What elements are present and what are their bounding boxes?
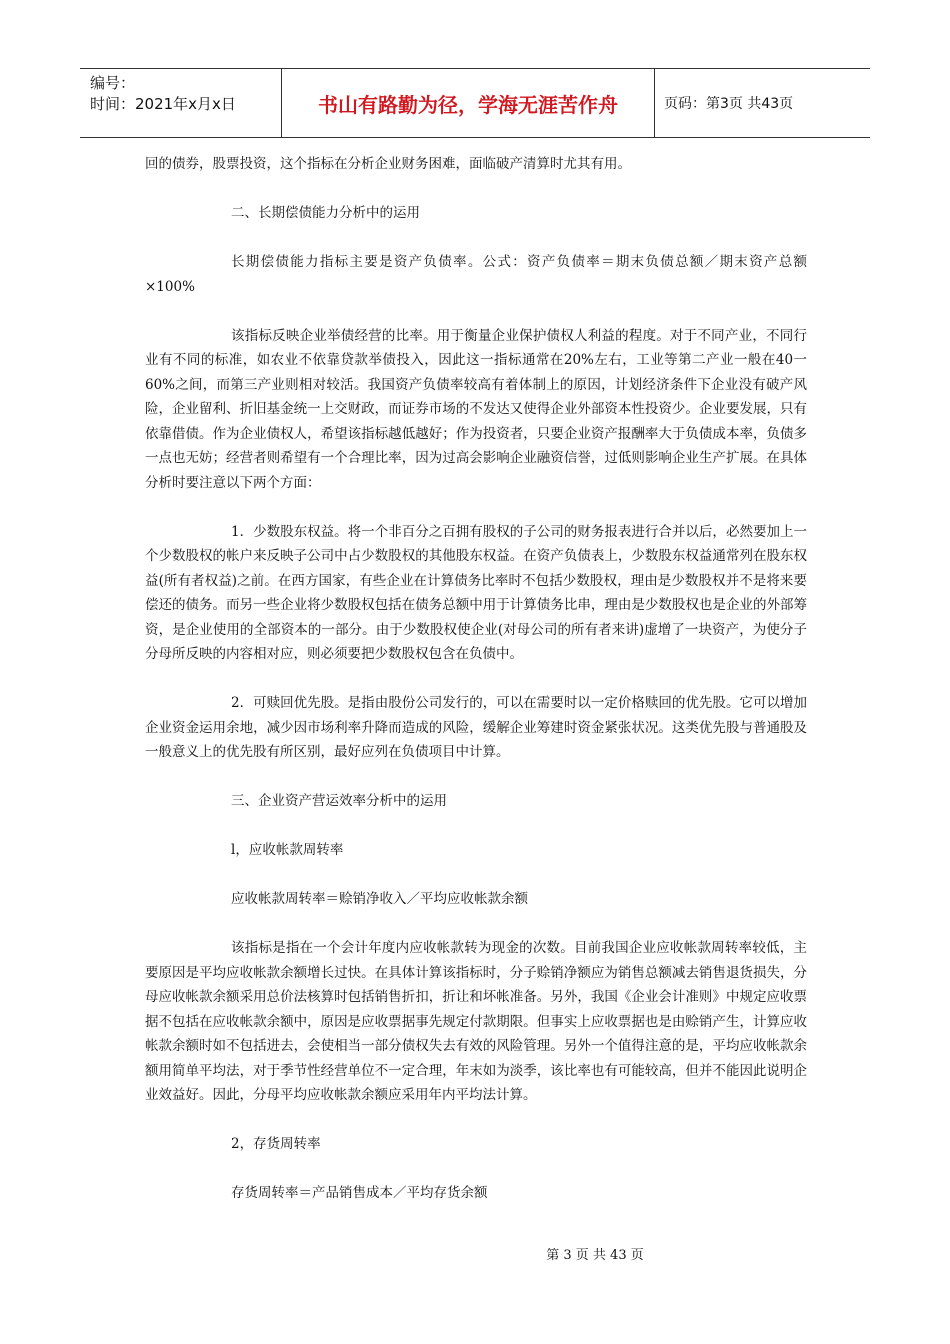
- page-footer: [0, 1244, 950, 1263]
- document-time-label: 时间：2021年x月x日: [90, 95, 236, 113]
- body-paragraph: 1．少数股东权益。将一个非百分之百拥有股权的子公司的财务报表进行合并以后，必然要加上一个少数股权的帐户来反映子公司中占少数股权的其他股东权益。在资产负债表上，少数股东权益通常列在股东权益(所有者权益)之前。在西方国家，有些企业在计算债务比率时不包括少数股权，理由是少数股权并不是将来要偿还的债务。而另一些企业将少数股权包括在债务总额中用于计算债务比串，理由是少数股权也是企业的外部筹资，是企业使用的全部资本的一部分。由于少数股权使企业(对母公司的所有者来讲)虚增了一块资产，为使分子分母所反映的内容相对应，则必须要把少数股权包含在负债中。: [145, 523, 807, 662]
- body-paragraph: 2．可赎回优先股。是指由股份公司发行的，可以在需要时以一定价格赎回的优先股。它可以增加企业资金运用余地，减少因市场利率升降而造成的风险，缓解企业筹建时资金紧张状况。这类优先股与普通股及一般意义上的优先股有所区别，最好应列在负债项目中计算。: [145, 695, 807, 760]
- body-paragraph: 二、长期偿债能力分析中的运用: [231, 205, 420, 221]
- document-body: [145, 152, 807, 1230]
- body-paragraph: 三、企业资产营运效率分析中的运用: [231, 793, 447, 809]
- body-paragraph: 应收帐款周转率＝赊销净收入／平均应收帐款余额: [231, 891, 528, 907]
- body-paragraph: 存货周转率＝产品销售成本／平均存货余额: [231, 1185, 488, 1201]
- body-paragraph: 该指标是指在一个会计年度内应收帐款转为现金的次数。目前我国企业应收帐款周转率较低，主要原因是平均应收帐款余额增长过快。在具体计算该指标时，分子赊销净额应为销售总额减去销售退货损失，分母应收帐款余额采用总价法核算时包括销售折扣，折让和坏帐准备。另外，我国《企业会计准则》中规定应收票据不包括在应收帐款余额中，原因是应收票据事先规定付款期限。但事实上应收票据也是由赊销产生，计算应收帐款余额时如不包括进去，会使相当一部分债权失去有效的风险管理。另外一个值得注意的是，平均应收帐款余额用简单平均法，对于季节性经营单位不一定合理，年末如为淡季，该比率也有可能较高，但并不能因此说明企业效益好。因此，分母平均应收帐款余额应采用年内平均法计算。: [145, 940, 807, 1103]
- body-paragraph: 长期偿债能力指标主要是资产负债率。公式：资产负债率＝期末负债总额／期末资产总额×100%: [145, 254, 807, 295]
- footer-page-number: 第 3 页 共 43 页: [546, 1248, 644, 1263]
- body-paragraph: l，应收帐款周转率: [231, 842, 344, 858]
- body-paragraph: 回的债券，股票投资，这个指标在分析企业财务困难，面临破产清算时尤其有用。: [145, 156, 631, 172]
- header-motto: 书山有路勤为径，学海无涯苦作舟: [282, 69, 655, 137]
- body-paragraph: 2，存货周转率: [231, 1136, 321, 1152]
- header-page-number: 页码：第3页 共43页: [664, 96, 794, 112]
- document-code-label: 编号：: [90, 74, 136, 92]
- body-paragraph: 该指标反映企业举债经营的比率。用于衡量企业保护债权人利益的程度。对于不同产业，不同行业有不同的标准，如农业不依靠贷款举债投入，因此这一指标通常在20%左右，工业等第二产业一般在40一60%之间，而第三产业则相对较活。我国资产负债率较高有着体制上的原因，计划经济条件下企业没有破产风险，企业留利、折旧基金统一上交财政，而证券市场的不发达又使得企业外部资本性投资少。企业要发展，只有依靠借债。作为企业债权人，希望该指标越低越好；作为投资者，只要企业资产报酬率大于负债成本率，负债多一点也无妨；经营者则希望有一个合理比率，因为过高会影响企业融资信誉，过低则影响企业生产扩展。在具体分析时要注意以下两个方面：: [145, 327, 807, 491]
- header-meta: [80, 69, 282, 137]
- page-header: [80, 68, 870, 138]
